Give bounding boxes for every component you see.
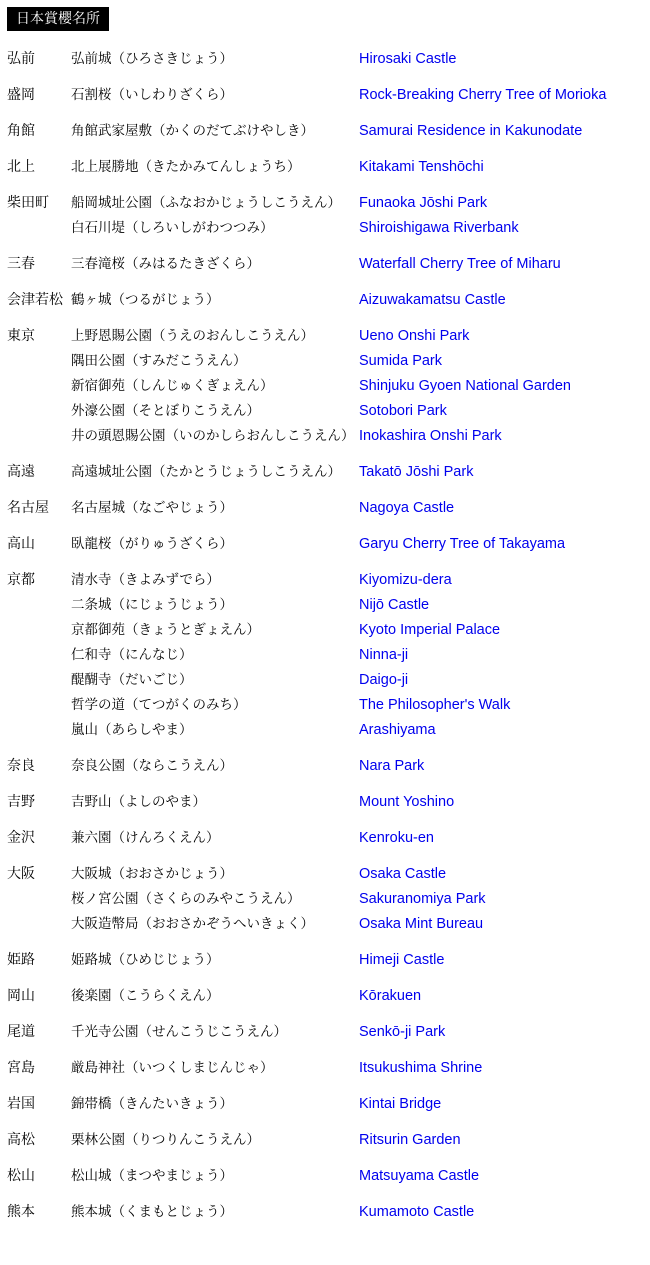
spot-link-english[interactable]: Kiyomizu-dera xyxy=(359,572,452,588)
spot-link-english[interactable]: The Philosopher's Walk xyxy=(359,697,511,713)
spot-name-japanese: 名古屋城（なごやじょう） xyxy=(71,500,233,516)
city-group xyxy=(0,1056,650,1081)
spot-row xyxy=(0,948,650,973)
spot-row xyxy=(0,790,650,815)
city-name: 角館 xyxy=(7,123,35,139)
spot-link-english[interactable]: Shiroishigawa Riverbank xyxy=(359,220,519,236)
city-group xyxy=(0,754,650,779)
spot-name-japanese: 錦帯橋（きんたいきょう） xyxy=(71,1096,233,1112)
spot-link-english[interactable]: Kintai Bridge xyxy=(359,1096,442,1112)
spot-row xyxy=(0,754,650,779)
city-name: 奈良 xyxy=(7,758,35,774)
spot-link-english[interactable]: Kyoto Imperial Palace xyxy=(359,622,501,638)
city-name: 岩国 xyxy=(7,1096,35,1112)
spot-name-japanese: 角館武家屋敷（かくのだてぶけやしき） xyxy=(71,123,314,139)
spot-name-japanese: 新宿御苑（しんじゅくぎょえん） xyxy=(71,378,274,394)
spot-link-english[interactable]: Ninna-ji xyxy=(359,647,409,663)
spot-row xyxy=(0,460,650,485)
city-name: 東京 xyxy=(7,328,35,344)
spot-row xyxy=(0,119,650,144)
spot-name-japanese: 高遠城址公園（たかとうじょうしこうえん） xyxy=(71,464,341,480)
city-name: 高山 xyxy=(7,536,35,552)
city-name: 高松 xyxy=(7,1132,35,1148)
spot-name-japanese: 弘前城（ひろさきじょう） xyxy=(71,51,233,67)
spot-name-japanese: 井の頭恩賜公園（いのかしらおんしこうえん） xyxy=(71,428,355,444)
spot-row xyxy=(0,288,650,313)
spot-name-japanese: 哲学の道（てつがくのみち） xyxy=(71,697,247,713)
city-name: 松山 xyxy=(7,1168,35,1184)
spot-row xyxy=(0,83,650,108)
city-group xyxy=(0,47,650,72)
sakura-spot-list xyxy=(0,47,650,1236)
spot-row xyxy=(0,532,650,557)
city-name: 吉野 xyxy=(7,794,35,810)
spot-row xyxy=(0,216,650,241)
spot-name-japanese: 姫路城（ひめじじょう） xyxy=(71,952,220,968)
spot-link-english[interactable]: Arashiyama xyxy=(359,722,436,738)
spot-row xyxy=(0,912,650,937)
city-group xyxy=(0,826,650,851)
spot-link-english[interactable]: Kumamoto Castle xyxy=(359,1204,475,1220)
spot-name-japanese: 吉野山（よしのやま） xyxy=(71,794,206,810)
spot-name-japanese: 大阪造幣局（おおさかぞうへいきょく） xyxy=(71,916,314,932)
city-name: 弘前 xyxy=(7,51,35,67)
spot-link-english[interactable]: Nijō Castle xyxy=(359,597,430,613)
spot-row xyxy=(0,374,650,399)
spot-name-japanese: 桜ノ宮公園（さくらのみやこうえん） xyxy=(71,891,301,907)
spot-link-english[interactable]: Nagoya Castle xyxy=(359,500,455,516)
city-group xyxy=(0,496,650,521)
spot-name-japanese: 臥龍桜（がりゅうざくら） xyxy=(71,536,233,552)
spot-name-japanese: 厳島神社（いつくしまじんじゃ） xyxy=(71,1060,274,1076)
spot-name-japanese: 外濠公園（そとぼりこうえん） xyxy=(71,403,260,419)
city-group xyxy=(0,984,650,1009)
city-name: 盛岡 xyxy=(7,87,35,103)
city-name: 尾道 xyxy=(7,1024,35,1040)
spot-link-english[interactable]: Himeji Castle xyxy=(359,952,445,968)
spot-name-japanese: 三春滝桜（みはるたきざくら） xyxy=(71,256,260,272)
spot-link-english[interactable]: Daigo-ji xyxy=(359,672,409,688)
spot-row xyxy=(0,424,650,449)
spot-name-japanese: 熊本城（くまもとじょう） xyxy=(71,1204,233,1220)
spot-link-english[interactable]: Senkō-ji Park xyxy=(359,1024,446,1040)
spot-name-japanese: 鶴ヶ城（つるがじょう） xyxy=(71,292,220,308)
city-group xyxy=(0,324,650,449)
city-name: 北上 xyxy=(7,159,35,175)
page-title: 日本賞櫻名所 xyxy=(7,7,109,31)
spot-name-japanese: 清水寺（きよみずでら） xyxy=(71,572,220,588)
spot-row xyxy=(0,252,650,277)
spot-link-english[interactable]: Waterfall Cherry Tree of Miharu xyxy=(359,256,561,272)
city-name: 京都 xyxy=(7,572,35,588)
city-name: 柴田町 xyxy=(7,195,49,211)
spot-row xyxy=(0,191,650,216)
city-group xyxy=(0,948,650,973)
city-group xyxy=(0,862,650,937)
city-group xyxy=(0,252,650,277)
spot-link-english[interactable]: Rock-Breaking Cherry Tree of Morioka xyxy=(359,87,607,103)
spot-link-english[interactable]: Samurai Residence in Kakunodate xyxy=(359,123,583,139)
spot-name-japanese: 北上展勝地（きたかみてんしょうち） xyxy=(71,159,301,175)
city-name: 熊本 xyxy=(7,1204,35,1220)
spot-link-english[interactable]: Osaka Mint Bureau xyxy=(359,916,484,932)
city-name: 岡山 xyxy=(7,988,35,1004)
spot-row xyxy=(0,399,650,424)
spot-link-english[interactable]: Takatō Jōshi Park xyxy=(359,464,474,480)
spot-row xyxy=(0,593,650,618)
spot-row xyxy=(0,1128,650,1153)
city-group xyxy=(0,191,650,241)
spot-name-japanese: 白石川堤（しろいしがわつつみ） xyxy=(71,220,274,236)
city-name: 宮島 xyxy=(7,1060,35,1076)
spot-link-english[interactable]: Nara Park xyxy=(359,758,425,774)
spot-link-english[interactable]: Sumida Park xyxy=(359,353,443,369)
city-group xyxy=(0,568,650,743)
spot-name-japanese: 京都御苑（きょうとぎょえん） xyxy=(71,622,260,638)
spot-name-japanese: 千光寺公園（せんこうじこうえん） xyxy=(71,1024,287,1040)
spot-row xyxy=(0,349,650,374)
spot-link-english[interactable]: Sakuranomiya Park xyxy=(359,891,486,907)
spot-name-japanese: 嵐山（あらしやま） xyxy=(71,722,193,738)
city-group xyxy=(0,460,650,485)
spot-name-japanese: 大阪城（おおさかじょう） xyxy=(71,866,233,882)
spot-name-japanese: 醍醐寺（だいごじ） xyxy=(71,672,193,688)
spot-row xyxy=(0,496,650,521)
spot-row xyxy=(0,1092,650,1117)
spot-row xyxy=(0,1020,650,1045)
spot-name-japanese: 二条城（にじょうじょう） xyxy=(71,597,233,613)
spot-row xyxy=(0,718,650,743)
city-name: 名古屋 xyxy=(7,500,49,516)
spot-link-english[interactable]: Kōrakuen xyxy=(359,988,422,1004)
spot-name-japanese: 船岡城址公園（ふなおかじょうしこうえん） xyxy=(71,195,341,211)
spot-link-english[interactable]: Kitakami Tenshōchi xyxy=(359,159,484,175)
spot-name-japanese: 奈良公園（ならこうえん） xyxy=(71,758,233,774)
city-group xyxy=(0,1020,650,1045)
spot-row xyxy=(0,568,650,593)
city-name: 三春 xyxy=(7,256,35,272)
spot-link-english[interactable]: Funaoka Jōshi Park xyxy=(359,195,488,211)
spot-link-english[interactable]: Hirosaki Castle xyxy=(359,51,457,67)
city-name: 金沢 xyxy=(7,830,35,846)
city-group xyxy=(0,532,650,557)
spot-row xyxy=(0,693,650,718)
spot-link-english[interactable]: Ritsurin Garden xyxy=(359,1132,461,1148)
city-group xyxy=(0,790,650,815)
spot-link-english[interactable]: Kenroku-en xyxy=(359,830,434,846)
spot-link-english[interactable]: Mount Yoshino xyxy=(359,794,455,810)
spot-row xyxy=(0,618,650,643)
spot-row xyxy=(0,1164,650,1189)
spot-link-english[interactable]: Osaka Castle xyxy=(359,866,447,882)
city-group xyxy=(0,1128,650,1153)
city-group xyxy=(0,1200,650,1225)
spot-row xyxy=(0,984,650,1009)
city-group xyxy=(0,119,650,144)
spot-row xyxy=(0,324,650,349)
spot-name-japanese: 隅田公園（すみだこうえん） xyxy=(71,353,247,369)
spot-link-english[interactable]: Ueno Onshi Park xyxy=(359,328,470,344)
spot-row xyxy=(0,826,650,851)
city-name: 姫路 xyxy=(7,952,35,968)
city-group xyxy=(0,155,650,180)
spot-link-english[interactable]: Matsuyama Castle xyxy=(359,1168,480,1184)
spot-link-english[interactable]: Sotobori Park xyxy=(359,403,447,419)
spot-row xyxy=(0,862,650,887)
spot-name-japanese: 上野恩賜公園（うえのおんしこうえん） xyxy=(71,328,314,344)
spot-row xyxy=(0,155,650,180)
city-group xyxy=(0,1164,650,1189)
spot-row xyxy=(0,1200,650,1225)
spot-name-japanese: 栗林公園（りつりんこうえん） xyxy=(71,1132,260,1148)
spot-link-english[interactable]: Aizuwakamatsu Castle xyxy=(359,292,506,308)
city-name: 会津若松 xyxy=(7,292,63,308)
spot-link-english[interactable]: Shinjuku Gyoen National Garden xyxy=(359,378,571,394)
spot-row xyxy=(0,643,650,668)
city-group xyxy=(0,1092,650,1117)
spot-name-japanese: 仁和寺（にんなじ） xyxy=(71,647,193,663)
spot-link-english[interactable]: Garyu Cherry Tree of Takayama xyxy=(359,536,566,552)
spot-row xyxy=(0,887,650,912)
city-name: 高遠 xyxy=(7,464,35,480)
spot-link-english[interactable]: Inokashira Onshi Park xyxy=(359,428,502,444)
spot-link-english[interactable]: Itsukushima Shrine xyxy=(359,1060,483,1076)
spot-row xyxy=(0,1056,650,1081)
spot-name-japanese: 松山城（まつやまじょう） xyxy=(71,1168,233,1184)
spot-name-japanese: 兼六園（けんろくえん） xyxy=(71,830,220,846)
city-name: 大阪 xyxy=(7,866,35,882)
spot-name-japanese: 後楽園（こうらくえん） xyxy=(71,988,220,1004)
spot-row xyxy=(0,47,650,72)
city-group xyxy=(0,83,650,108)
spot-row xyxy=(0,668,650,693)
city-group xyxy=(0,288,650,313)
spot-name-japanese: 石割桜（いしわりざくら） xyxy=(71,87,233,103)
